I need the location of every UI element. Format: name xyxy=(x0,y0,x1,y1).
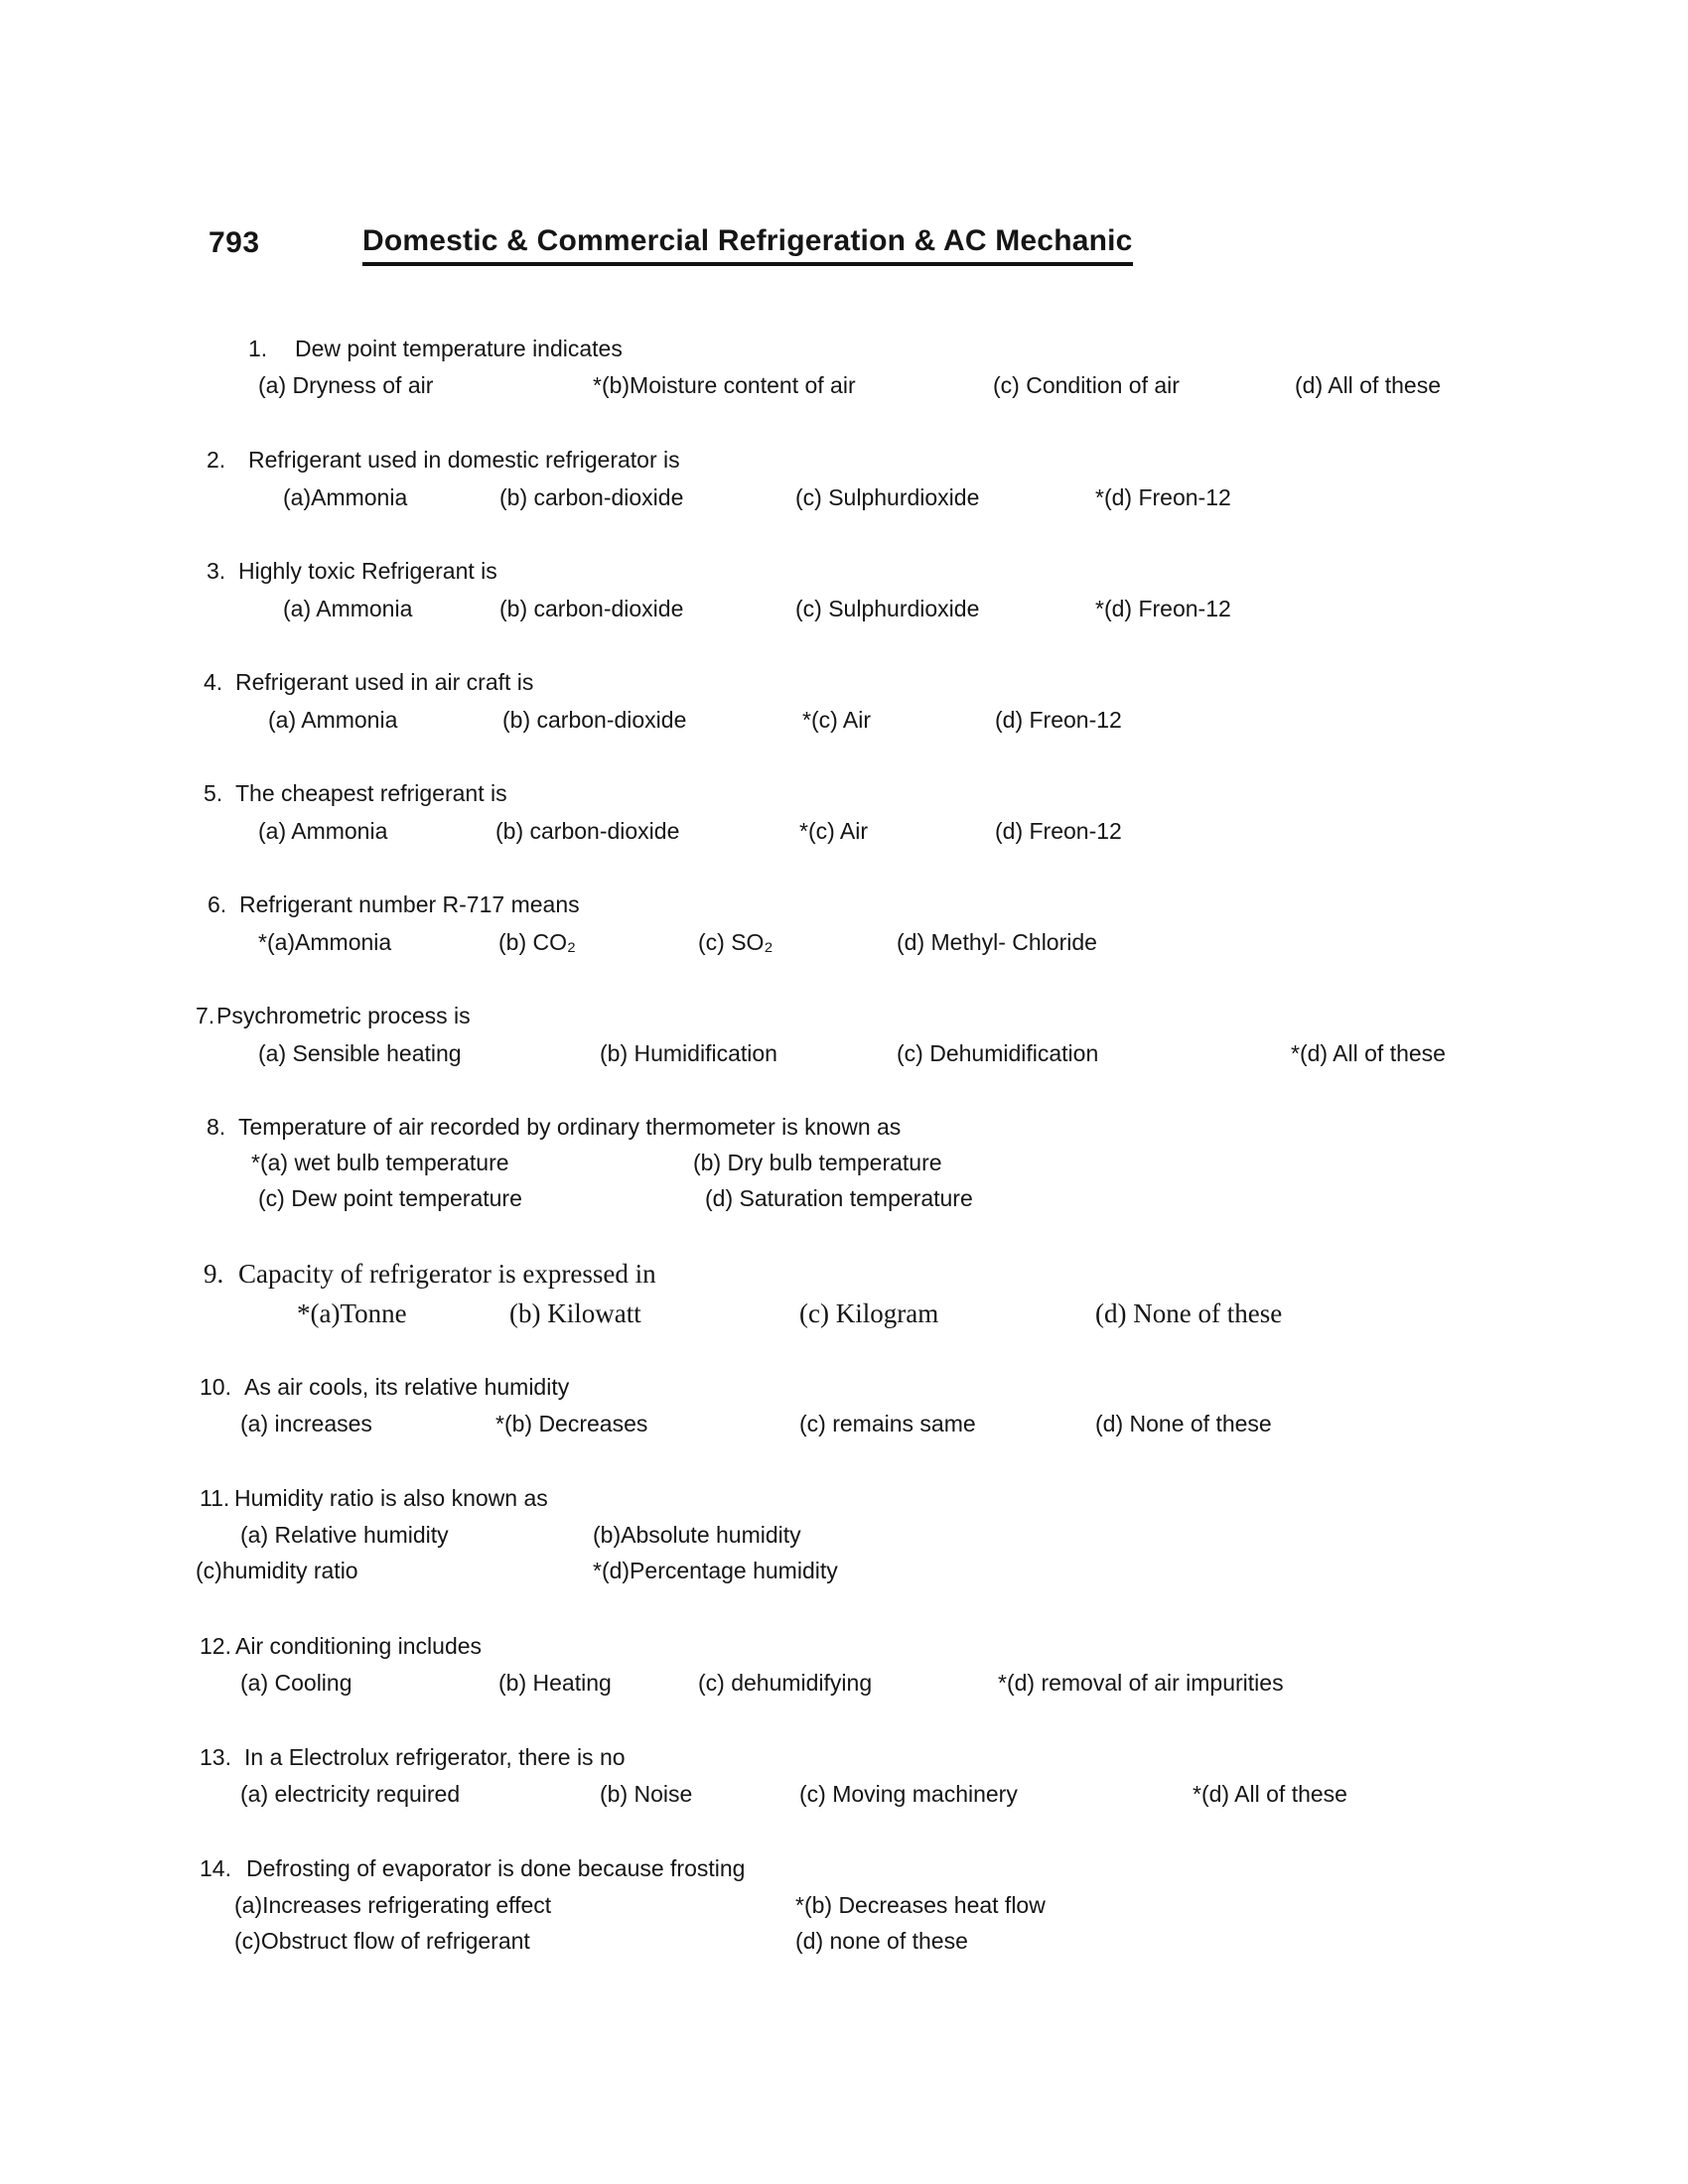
question-7-number: 7. xyxy=(196,1003,215,1028)
question-1-option-c: (c) Condition of air xyxy=(993,372,1180,398)
question-12-option-b: (b) Heating xyxy=(498,1670,612,1696)
question-7-option-a: (a) Sensible heating xyxy=(258,1040,462,1066)
question-6-option-a: *(a)Ammonia xyxy=(258,929,392,955)
question-3-number: 3. xyxy=(207,558,226,584)
question-10-number: 10. xyxy=(200,1374,231,1400)
question-13-text: In a Electrolux refrigerator, there is no xyxy=(244,1744,626,1770)
question-12-text: Air conditioning includes xyxy=(235,1633,483,1659)
question-10-option-b: *(b) Decreases xyxy=(495,1411,648,1436)
question-2-option-a: (a)Ammonia xyxy=(283,484,408,510)
question-9-number: 9. xyxy=(204,1259,224,1289)
question-7-text: Psychrometric process is xyxy=(216,1003,471,1028)
question-11-option-a: (a) Relative humidity xyxy=(240,1522,449,1548)
question-5-option-c: *(c) Air xyxy=(799,818,868,844)
question-3-text: Highly toxic Refrigerant is xyxy=(238,558,497,584)
question-2-option-b: (b) carbon-dioxide xyxy=(499,484,684,510)
paper-code: 793 xyxy=(209,226,260,259)
question-11-number: 11. xyxy=(200,1485,230,1511)
question-12-option-a: (a) Cooling xyxy=(240,1670,352,1696)
question-10-option-c: (c) remains same xyxy=(799,1411,976,1436)
question-13-option-c: (c) Moving machinery xyxy=(799,1781,1018,1807)
question-12-option-d: *(d) removal of air impurities xyxy=(998,1670,1284,1696)
question-12-number: 12. xyxy=(200,1633,231,1659)
question-8-number: 8. xyxy=(207,1114,226,1140)
question-7-option-b: (b) Humidification xyxy=(600,1040,777,1066)
question-3-option-c: (c) Sulphurdioxide xyxy=(795,596,980,621)
question-1-number: 1. xyxy=(248,336,268,361)
paper-title: Domestic & Commercial Refrigeration & AC Mechanic xyxy=(362,224,1133,266)
question-13-option-b: (b) Noise xyxy=(600,1781,693,1807)
question-6-text: Refrigerant number R-717 means xyxy=(239,891,580,917)
question-8-option-d: (d) Saturation temperature xyxy=(705,1185,973,1211)
question-14-option-b: *(b) Decreases heat flow xyxy=(795,1892,1046,1918)
question-5-text: The cheapest refrigerant is xyxy=(235,780,507,806)
question-13-option-d: *(d) All of these xyxy=(1193,1781,1347,1807)
question-9-option-d: (d) None of these xyxy=(1095,1298,1283,1328)
question-7-option-d: *(d) All of these xyxy=(1291,1040,1446,1066)
question-3-option-d: *(d) Freon-12 xyxy=(1095,596,1231,621)
question-11-option-c: (c)humidity ratio xyxy=(196,1558,358,1583)
question-10-option-a: (a) increases xyxy=(240,1411,372,1436)
question-11-option-d: *(d)Percentage humidity xyxy=(593,1558,838,1583)
question-14-number: 14. xyxy=(200,1855,231,1881)
question-6-option-d: (d) Methyl- Chloride xyxy=(897,929,1097,955)
question-8-option-c: (c) Dew point temperature xyxy=(258,1185,522,1211)
question-5-option-b: (b) carbon-dioxide xyxy=(495,818,680,844)
question-8-option-b: (b) Dry bulb temperature xyxy=(693,1150,942,1175)
question-11-option-b: (b)Absolute humidity xyxy=(593,1522,801,1548)
question-12-option-c: (c) dehumidifying xyxy=(698,1670,873,1696)
question-1-option-d: (d) All of these xyxy=(1295,372,1442,398)
question-2-number: 2. xyxy=(207,447,226,473)
question-1-option-a: (a) Dryness of air xyxy=(258,372,434,398)
question-13-number: 13. xyxy=(200,1744,231,1770)
question-4-text: Refrigerant used in air craft is xyxy=(235,669,534,695)
question-2-option-c: (c) Sulphurdioxide xyxy=(795,484,980,510)
question-11-text: Humidity ratio is also known as xyxy=(234,1485,548,1511)
question-4-option-d: (d) Freon-12 xyxy=(995,707,1122,733)
question-4-option-b: (b) carbon-dioxide xyxy=(502,707,687,733)
question-14-option-c: (c)Obstruct flow of refrigerant xyxy=(234,1928,530,1954)
question-14-option-a: (a)Increases refrigerating effect xyxy=(234,1892,552,1918)
question-5-number: 5. xyxy=(204,780,223,806)
question-4-option-c: *(c) Air xyxy=(802,707,871,733)
question-9-text: Capacity of refrigerator is expressed in xyxy=(238,1259,656,1289)
question-2-option-d: *(d) Freon-12 xyxy=(1095,484,1231,510)
question-5-option-a: (a) Ammonia xyxy=(258,818,388,844)
question-9-option-b: (b) Kilowatt xyxy=(509,1298,641,1328)
question-2-text: Refrigerant used in domestic refrigerator is xyxy=(248,447,680,473)
question-4-option-a: (a) Ammonia xyxy=(268,707,398,733)
question-13-option-a: (a) electricity required xyxy=(240,1781,461,1807)
question-4-number: 4. xyxy=(204,669,223,695)
question-3-option-a: (a) Ammonia xyxy=(283,596,413,621)
question-14-option-d: (d) none of these xyxy=(795,1928,968,1954)
question-9-option-a: *(a)Tonne xyxy=(297,1298,407,1328)
question-8-option-a: *(a) wet bulb temperature xyxy=(251,1150,509,1175)
question-6-option-b: (b) CO₂ xyxy=(498,929,576,955)
question-10-option-d: (d) None of these xyxy=(1095,1411,1272,1436)
question-1-text: Dew point temperature indicates xyxy=(295,336,623,361)
question-1-option-b: *(b)Moisture content of air xyxy=(593,372,856,398)
question-7-option-c: (c) Dehumidification xyxy=(897,1040,1099,1066)
question-14-text: Defrosting of evaporator is done because frosting xyxy=(246,1855,746,1881)
question-6-number: 6. xyxy=(208,891,227,917)
question-9-option-c: (c) Kilogram xyxy=(799,1298,939,1328)
question-5-option-d: (d) Freon-12 xyxy=(995,818,1122,844)
question-3-option-b: (b) carbon-dioxide xyxy=(499,596,684,621)
question-8-text: Temperature of air recorded by ordinary thermometer is known as xyxy=(238,1114,902,1140)
question-6-option-c: (c) SO₂ xyxy=(698,929,774,955)
question-10-text: As air cools, its relative humidity xyxy=(244,1374,570,1400)
